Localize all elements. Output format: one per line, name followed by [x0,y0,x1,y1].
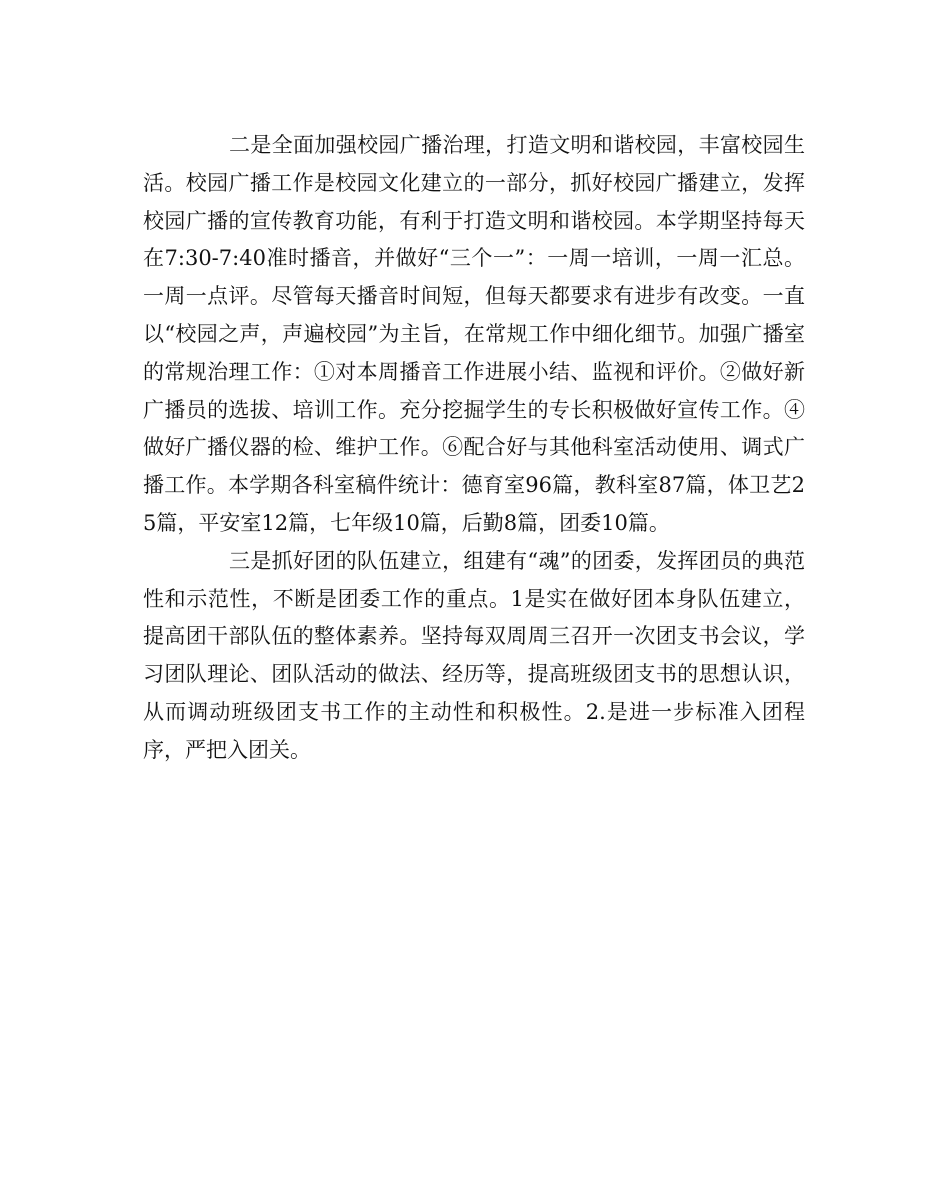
document-body [143,127,805,770]
paragraph-league-team: 三是抓好团的队伍建立，组建有“魂”的团委，发挥团员的典范性和示范性，不断是团委工作的重点。1是实在做好团本身队伍建立，提高团干部队伍的整体素养。坚持每双周周三召开一次团支书会议，学习团队理论、团队活动的做法、经历等，提高班级团支书的思想认识，从而调动班级团支书工作的主动性和积极性。2.是进一步标准入团程序，严把入团关。 [143,548,805,762]
paragraph-broadcast: 二是全面加强校园广播治理，打造文明和谐校园，丰富校园生活。校园广播工作是校园文化建立的一部分，抓好校园广播建立，发挥校园广播的宣传教育功能，有利于打造文明和谐校园。本学期坚持每天在7:30-7:40准时播音，并做好“三个一”：一周一培训，一周一汇总。一周一点评。尽管每天播音时间短，但每天都要求有进步有改变。一直以“校园之声，声遍校园”为主旨，在常规工作中细化细节。加强广播室的常规治理工作：①对本周播音工作进展小结、监视和评价。②做好新广播员的选拔、培训工作。充分挖掘学生的专长积极做好宣传工作。④做好广播仪器的检、维护工作。⑥配合好与其他科室活动使用、调式广播工作。本学期各科室稿件统计：德育室96篇，教科室87篇，体卫艺25篇，平安室12篇，七年级10篇，后勤8篇，团委10篇。 [143,133,805,535]
